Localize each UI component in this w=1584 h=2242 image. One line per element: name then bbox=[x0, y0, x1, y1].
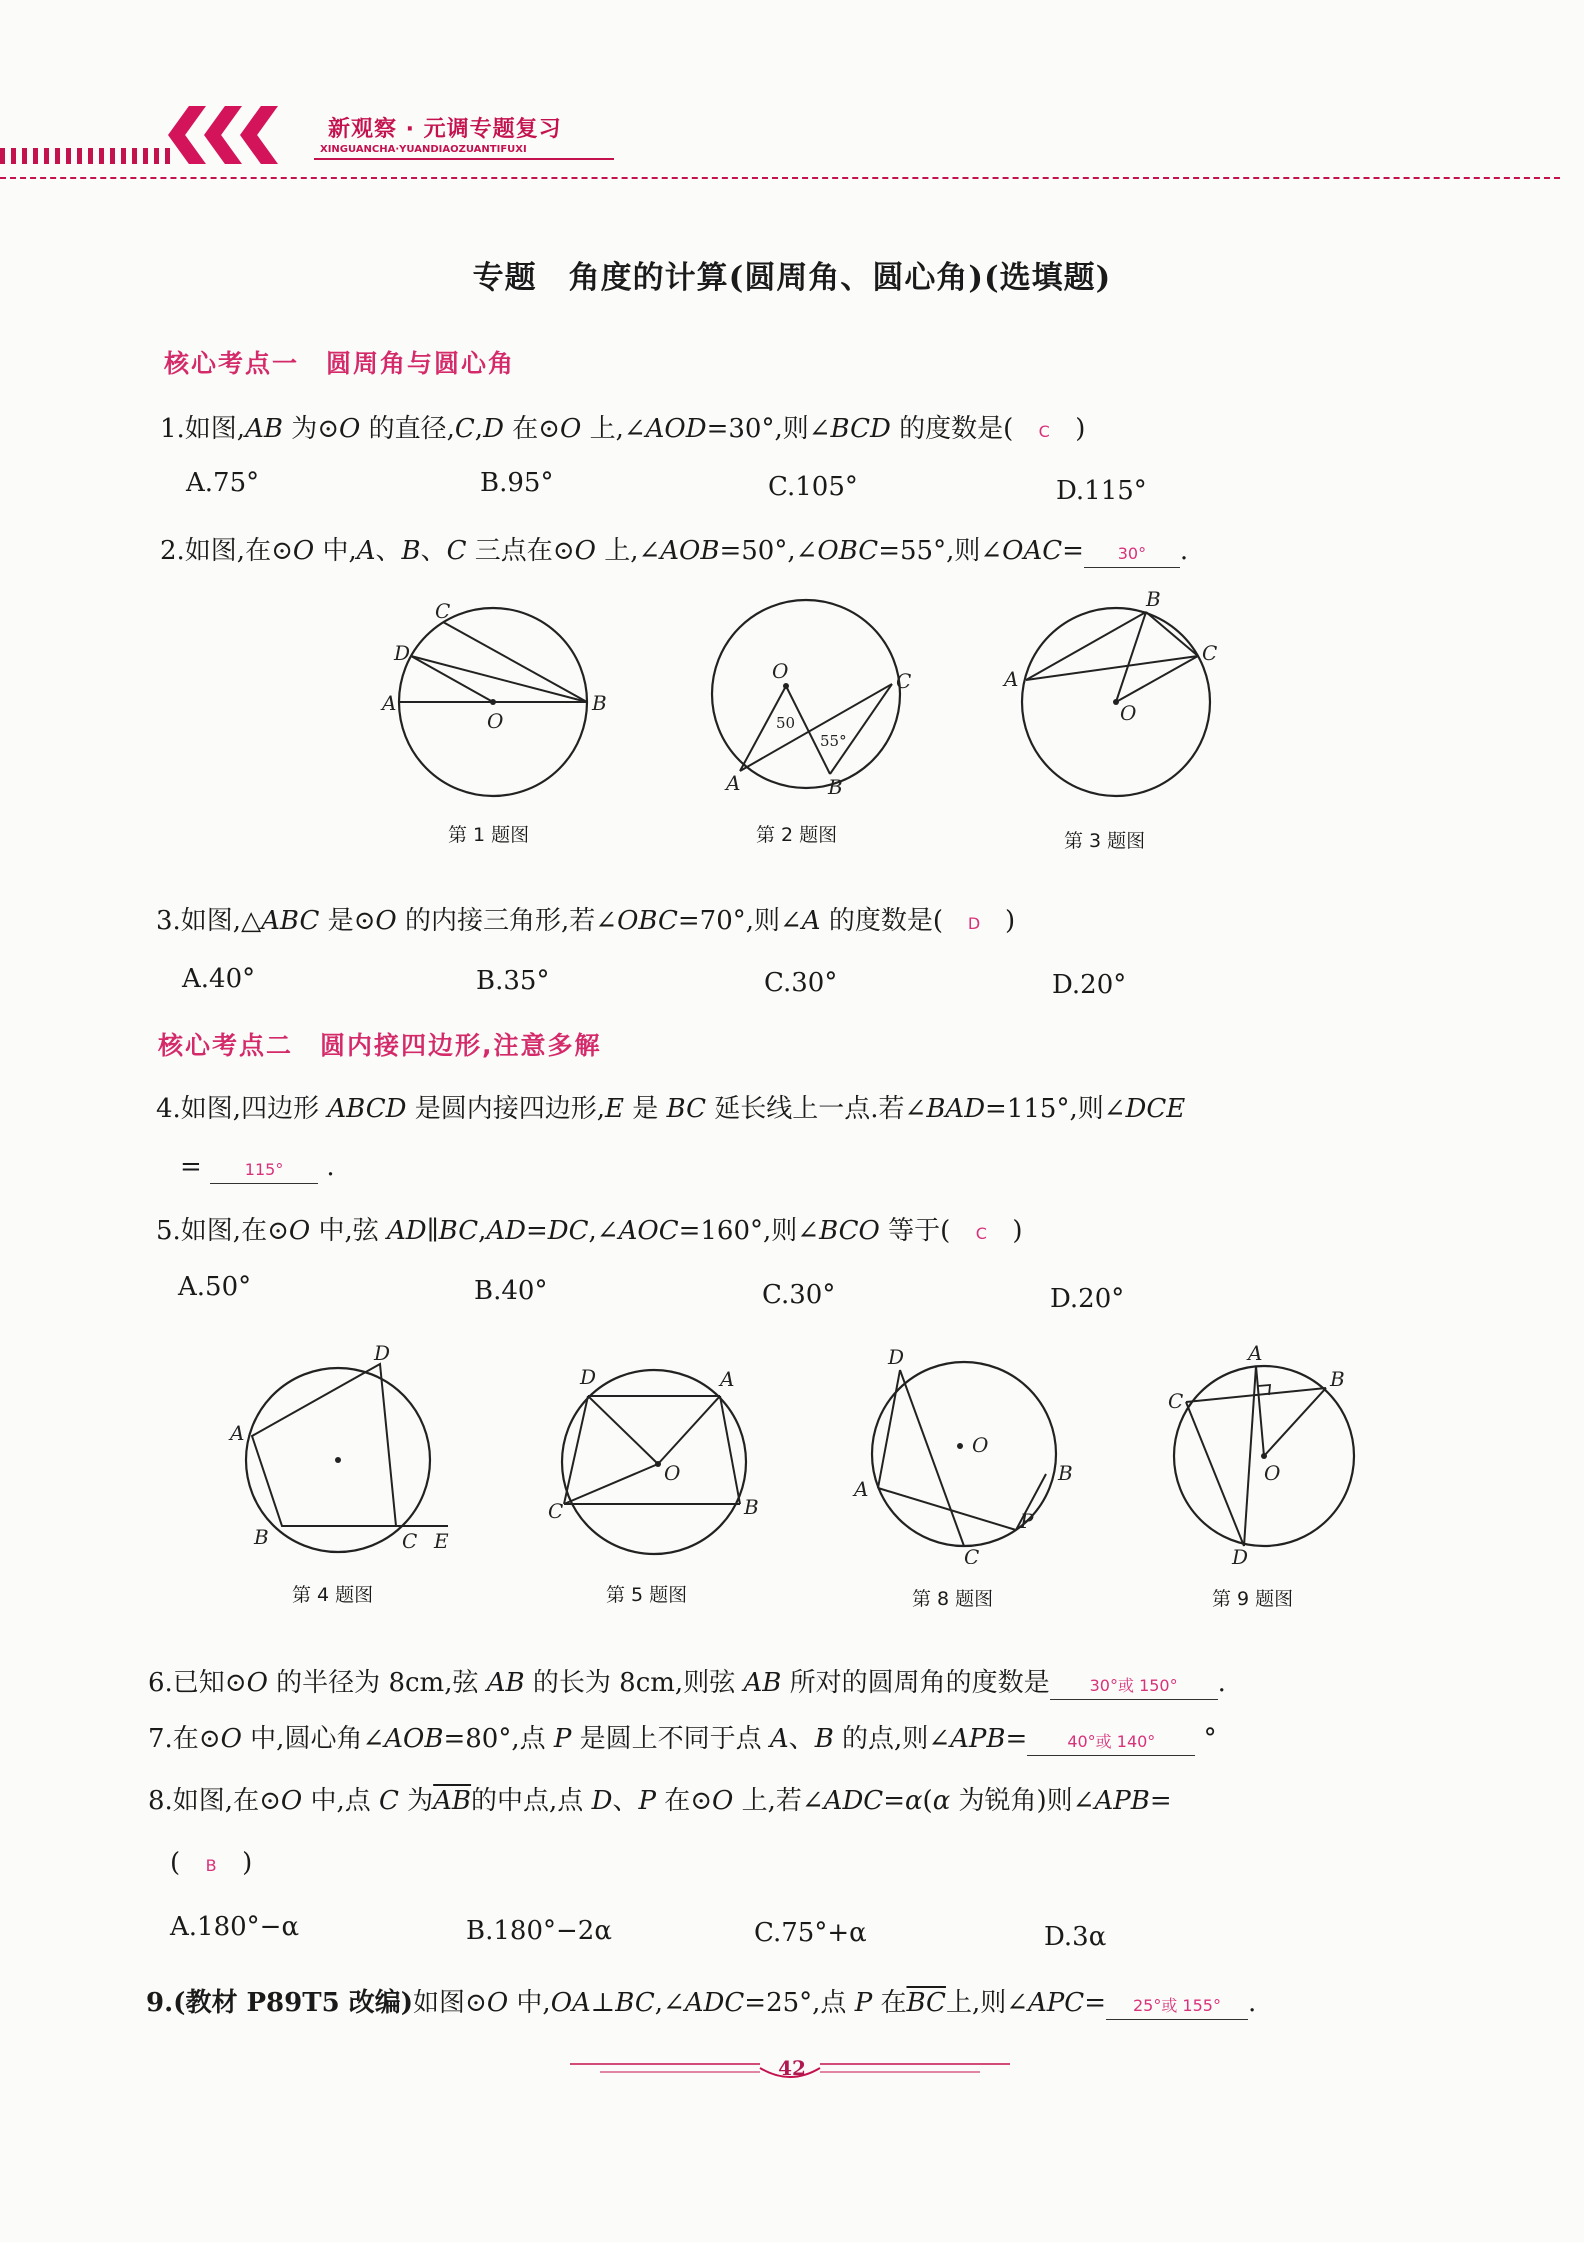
answer-mark: 25°或 155° bbox=[1132, 1996, 1221, 2015]
svg-text:C: C bbox=[1202, 641, 1218, 665]
option-b: B.95° bbox=[480, 468, 554, 498]
figure-1-caption: 第 1 题图 bbox=[448, 824, 530, 846]
svg-text:B: B bbox=[1058, 1461, 1073, 1485]
page-number: 42 bbox=[778, 2056, 806, 2080]
option-c: C.75°+α bbox=[754, 1918, 867, 1948]
figure-4 bbox=[226, 1340, 462, 1558]
option-a: A.50° bbox=[178, 1272, 252, 1302]
answer-mark: B bbox=[205, 1856, 217, 1875]
svg-text:C: C bbox=[435, 599, 451, 623]
option-a: A.180°−α bbox=[170, 1912, 300, 1942]
figure-2 bbox=[690, 588, 930, 808]
section-heading-2: 核心考点二 圆内接四边形,注意多解 bbox=[158, 1031, 602, 1060]
svg-text:C: C bbox=[964, 1545, 980, 1564]
section-heading-1: 核心考点一 圆周角与圆心角 bbox=[164, 349, 516, 378]
svg-text:D: D bbox=[580, 1365, 597, 1389]
question-1: 1.如图,AB 为⊙O 的直径,C,D 在⊙O 上,∠AOD=30°,则∠BCD 的度数是( C ) bbox=[160, 412, 1085, 449]
figure-5-caption: 第 5 题图 bbox=[606, 1584, 688, 1606]
question-4: 4.如图,四边形 ABCD 是圆内接四边形,E 是 BC 延长线上一点.若∠BAD=115°,则∠DCE bbox=[156, 1094, 1186, 1124]
option-d: D.20° bbox=[1052, 970, 1127, 1000]
chevron-icon bbox=[168, 106, 206, 164]
option-b: B.40° bbox=[474, 1276, 548, 1306]
figure-1 bbox=[380, 592, 610, 804]
answer-mark: C bbox=[1038, 422, 1050, 441]
question-2: 2.如图,在⊙O 中,A、B、C 三点在⊙O 上,∠AOB=50°,∠OBC=55°,则∠OAC= 30° . bbox=[160, 536, 1189, 566]
svg-text:50: 50 bbox=[776, 714, 796, 732]
svg-text:A: A bbox=[726, 771, 741, 795]
figure-8-caption: 第 8 题图 bbox=[912, 1588, 994, 1610]
figure-3-caption: 第 3 题图 bbox=[1064, 830, 1146, 852]
svg-text:C: C bbox=[548, 1499, 564, 1523]
svg-text:A: A bbox=[1004, 667, 1019, 691]
svg-text:P: P bbox=[1020, 1509, 1034, 1533]
arc-bc: $\overline{BC}$ bbox=[906, 1988, 946, 2018]
answer-mark: 30° bbox=[1117, 544, 1147, 563]
svg-text:B: B bbox=[1330, 1367, 1345, 1391]
svg-text:C: C bbox=[402, 1529, 418, 1553]
svg-text:D: D bbox=[374, 1341, 391, 1365]
svg-text:A: A bbox=[720, 1367, 735, 1391]
svg-text:O: O bbox=[1120, 701, 1137, 725]
option-c: C.105° bbox=[768, 472, 858, 502]
chevron-icon bbox=[204, 106, 242, 164]
svg-text:A: A bbox=[382, 691, 397, 715]
option-a: A.75° bbox=[186, 468, 260, 498]
question-5: 5.如图,在⊙O 中,弦 AD∥BC,AD=DC,∠AOC=160°,则∠BCO 等于( C ) bbox=[156, 1214, 1022, 1251]
figure-9 bbox=[1160, 1342, 1400, 1564]
question-8-line-2: ( B ) bbox=[170, 1846, 252, 1883]
option-b: B.35° bbox=[476, 966, 550, 996]
brand-title: 新观察 · 元调专题复习 bbox=[328, 117, 562, 142]
option-d: D.3α bbox=[1044, 1922, 1107, 1952]
svg-text:D: D bbox=[888, 1345, 905, 1369]
option-d: D.115° bbox=[1056, 476, 1147, 506]
svg-text:A: A bbox=[854, 1477, 869, 1501]
page-title: 专题 角度的计算(圆周角、圆心角)(选填题) bbox=[472, 260, 1112, 296]
brand-logo bbox=[314, 110, 614, 160]
svg-text:O: O bbox=[487, 709, 504, 733]
svg-text:B: B bbox=[744, 1495, 759, 1519]
svg-text:B: B bbox=[828, 775, 843, 799]
svg-text:C: C bbox=[1168, 1389, 1184, 1413]
svg-text:O: O bbox=[1264, 1461, 1281, 1485]
svg-text:E: E bbox=[434, 1529, 449, 1553]
question-3: 3.如图,△ABC 是⊙O 的内接三角形,若∠OBC=70°,则∠A 的度数是( D ) bbox=[156, 904, 1015, 941]
arc-ab: $\overline{AB}$ bbox=[433, 1786, 472, 1816]
svg-text:O: O bbox=[664, 1461, 681, 1485]
svg-text:55°: 55° bbox=[820, 732, 847, 750]
brand-subtitle: XINGUANCHA·YUANDIAOZUANTIFUXI bbox=[320, 144, 527, 155]
figure-3 bbox=[998, 590, 1238, 806]
option-c: C.30° bbox=[764, 968, 838, 998]
answer-mark: C bbox=[975, 1224, 987, 1243]
question-4-line-2: = 115° . bbox=[180, 1152, 335, 1182]
svg-text:O: O bbox=[972, 1433, 989, 1457]
svg-text:A: A bbox=[230, 1421, 245, 1445]
svg-text:D: D bbox=[1232, 1545, 1249, 1564]
question-6: 6.已知⊙O 的半径为 8cm,弦 AB 的长为 8cm,则弦 AB 所对的圆周角的度数是 30°或 150° . bbox=[148, 1668, 1226, 1698]
answer-mark: D bbox=[967, 914, 981, 933]
question-7: 7.在⊙O 中,圆心角∠AOB=80°,点 P 是圆上不同于点 A、B 的点,则∠APB= 40°或 140° ° bbox=[148, 1724, 1217, 1754]
option-d: D.20° bbox=[1050, 1284, 1125, 1314]
svg-text:O: O bbox=[772, 659, 789, 683]
header-divider bbox=[0, 177, 1560, 179]
svg-text:C: C bbox=[896, 669, 912, 693]
answer-mark: 30°或 150° bbox=[1089, 1676, 1178, 1695]
svg-text:D: D bbox=[394, 641, 411, 665]
svg-text:A: A bbox=[1248, 1342, 1263, 1365]
answer-mark: 115° bbox=[244, 1160, 284, 1179]
header-stripe bbox=[0, 148, 170, 164]
question-9: 9.(教材 P89T5 改编)如图⊙O 中,OA⊥BC,∠ADC=25°,点 P 在$\overline{BC}$上,则∠APC= 25°或 155° . bbox=[146, 1988, 1257, 2018]
option-c: C.30° bbox=[762, 1280, 836, 1310]
figure-8 bbox=[848, 1342, 1088, 1564]
option-b: B.180°−2α bbox=[466, 1916, 612, 1946]
chevron-icon bbox=[240, 106, 278, 164]
svg-text:B: B bbox=[254, 1525, 269, 1549]
answer-mark: 40°或 140° bbox=[1067, 1732, 1156, 1751]
figure-2-caption: 第 2 题图 bbox=[756, 824, 838, 846]
svg-text:B: B bbox=[592, 691, 607, 715]
figure-5 bbox=[540, 1356, 780, 1568]
figure-4-caption: 第 4 题图 bbox=[292, 1584, 374, 1606]
question-8: 8.如图,在⊙O 中,点 C 为$\overline{AB}$的中点,点 D、P 在⊙O 上,若∠ADC=α(α 为锐角)则∠APB= bbox=[148, 1786, 1172, 1816]
figure-9-caption: 第 9 题图 bbox=[1212, 1588, 1294, 1610]
option-a: A.40° bbox=[182, 964, 256, 994]
svg-text:B: B bbox=[1146, 590, 1161, 611]
